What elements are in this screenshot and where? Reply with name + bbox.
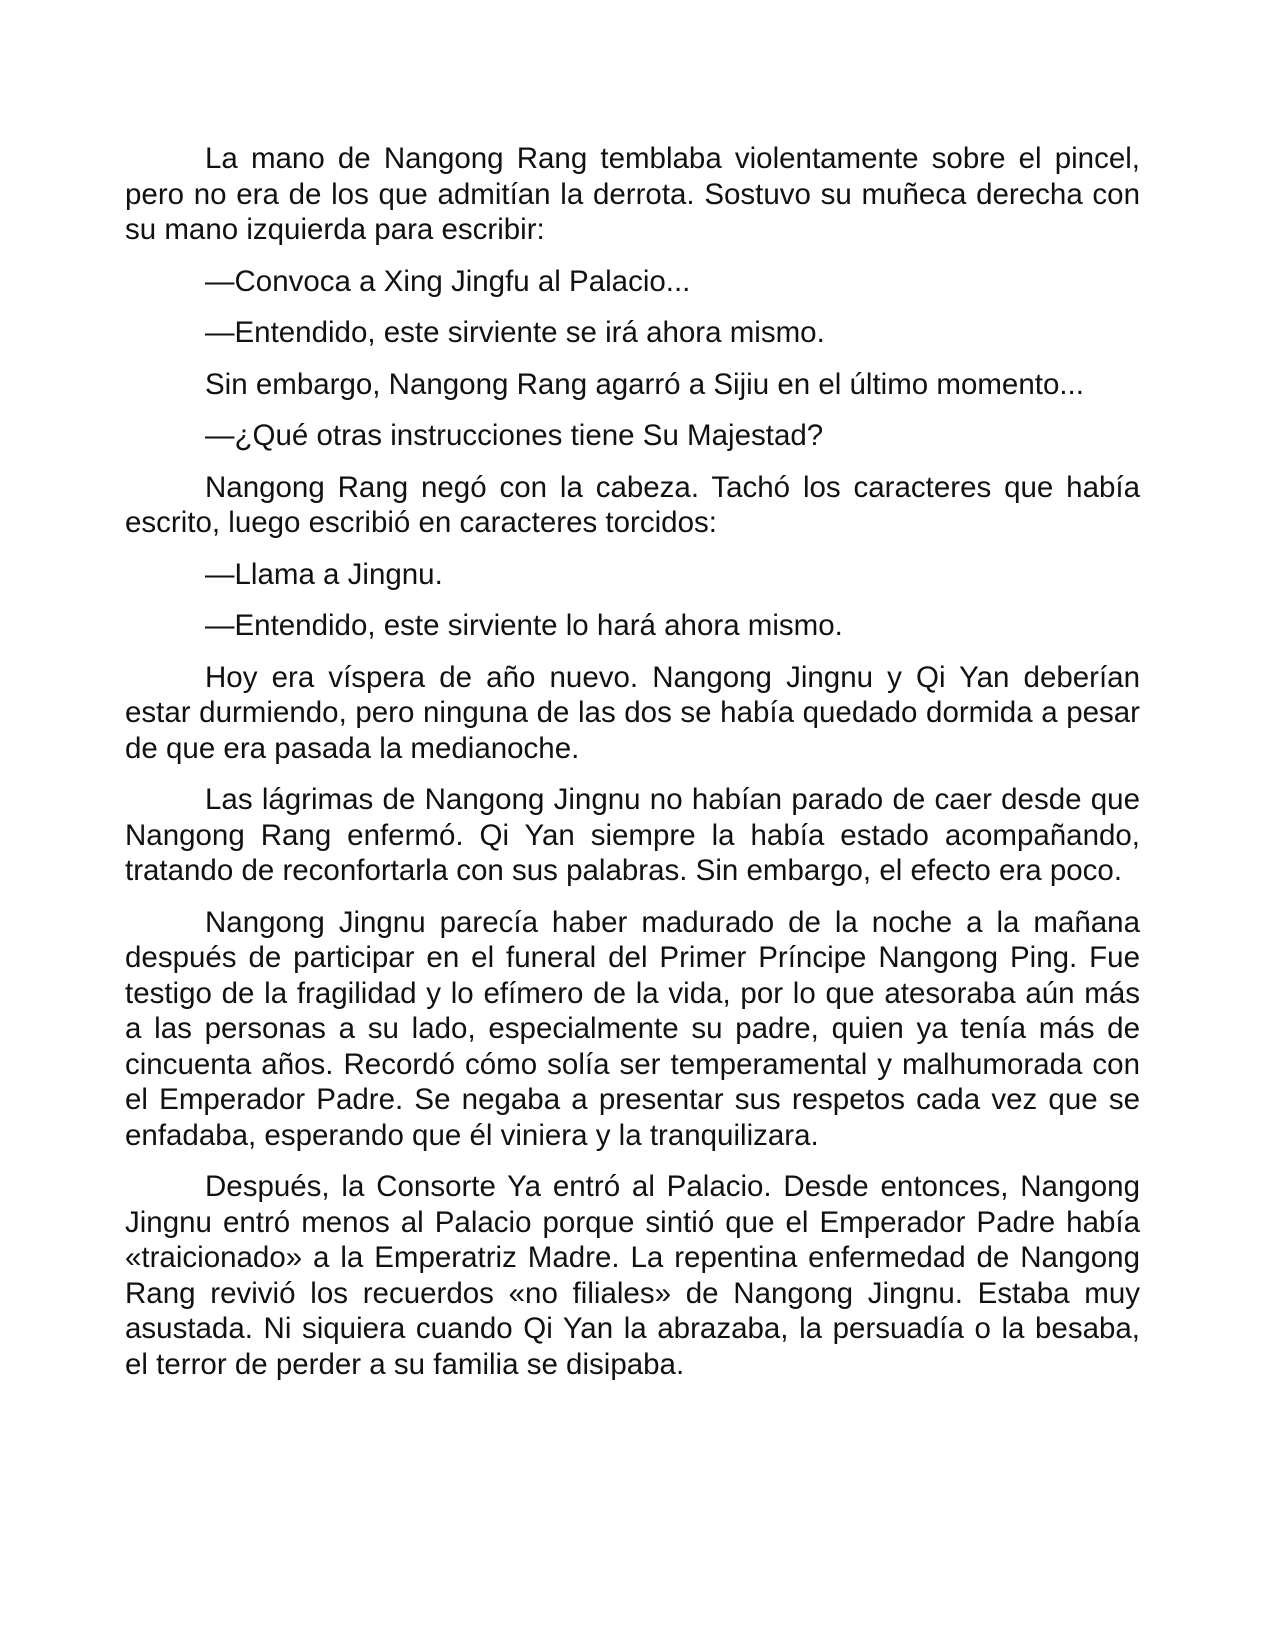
paragraph: Nangong Rang negó con la cabeza. Tachó los caracteres que había escrito, luego escribió en caracteres torcidos: <box>125 470 1140 539</box>
paragraph: —¿Qué otras instrucciones tiene Su Majestad? <box>205 419 824 452</box>
paragraph: —Convoca a Xing Jingfu al Palacio... <box>205 264 691 298</box>
paragraph: Nangong Jingnu parecía haber madurado de la noche a la mañana después de participar en el funeral del Primer Príncipe Nangong Ping. Fue testigo de la fragilidad y lo efímero de la vida, por lo que atesoraba aún más a las personas a su lado, especialmente su padre, quien ya tenía más de cincuenta años. Recordó cómo solía ser temperamental y malhumorada con el Emperador Padre. Se negaba a presentar sus respetos cada vez que se enfadaba, esperando que él viniera y la tranquilizara. <box>125 905 1140 1152</box>
paragraph: —Entendido, este sirviente lo hará ahora mismo. <box>205 609 843 642</box>
paragraph: Hoy era víspera de año nuevo. Nangong Jingnu y Qi Yan deberían estar durmiendo, pero ninguna de las dos se había quedado dormida a pesar de que era pasada la medianoche. <box>125 660 1140 765</box>
paragraph: Las lágrimas de Nangong Jingnu no habían parado de caer desde que Nangong Rang enfermó. Qi Yan siempre la había estado acompañando, tratando de reconfortarla con sus palabras. Sin embargo, el efecto era poco. <box>125 783 1140 887</box>
paragraph: —Llama a Jingnu. <box>205 557 443 591</box>
paragraph: Sin embargo, Nangong Rang agarró a Sijiu en el último momento... <box>205 367 1084 401</box>
paragraph: —Entendido, este sirviente se irá ahora mismo. <box>205 316 825 349</box>
paragraph: Después, la Consorte Ya entró al Palacio. Desde entonces, Nangong Jingnu entró menos al Palacio porque sintió que el Emperador Padre había «traicionado» a la Emperatriz Madre. La repentina enfermedad de Nangong Rang revivió los recuerdos «no filiales» de Nangong Jingnu. Estaba muy asustada. Ni siquiera cuando Qi Yan la abrazaba, la persuadía o la besaba, el terror de perder a su familia se disipaba. <box>125 1170 1140 1381</box>
document-page <box>125 141 1140 1398</box>
paragraph: La mano de Nangong Rang temblaba violentamente sobre el pincel, pero no era de los que admitían la derrota. Sostuvo su muñeca derecha con su mano izquierda para escribir: <box>125 142 1140 246</box>
